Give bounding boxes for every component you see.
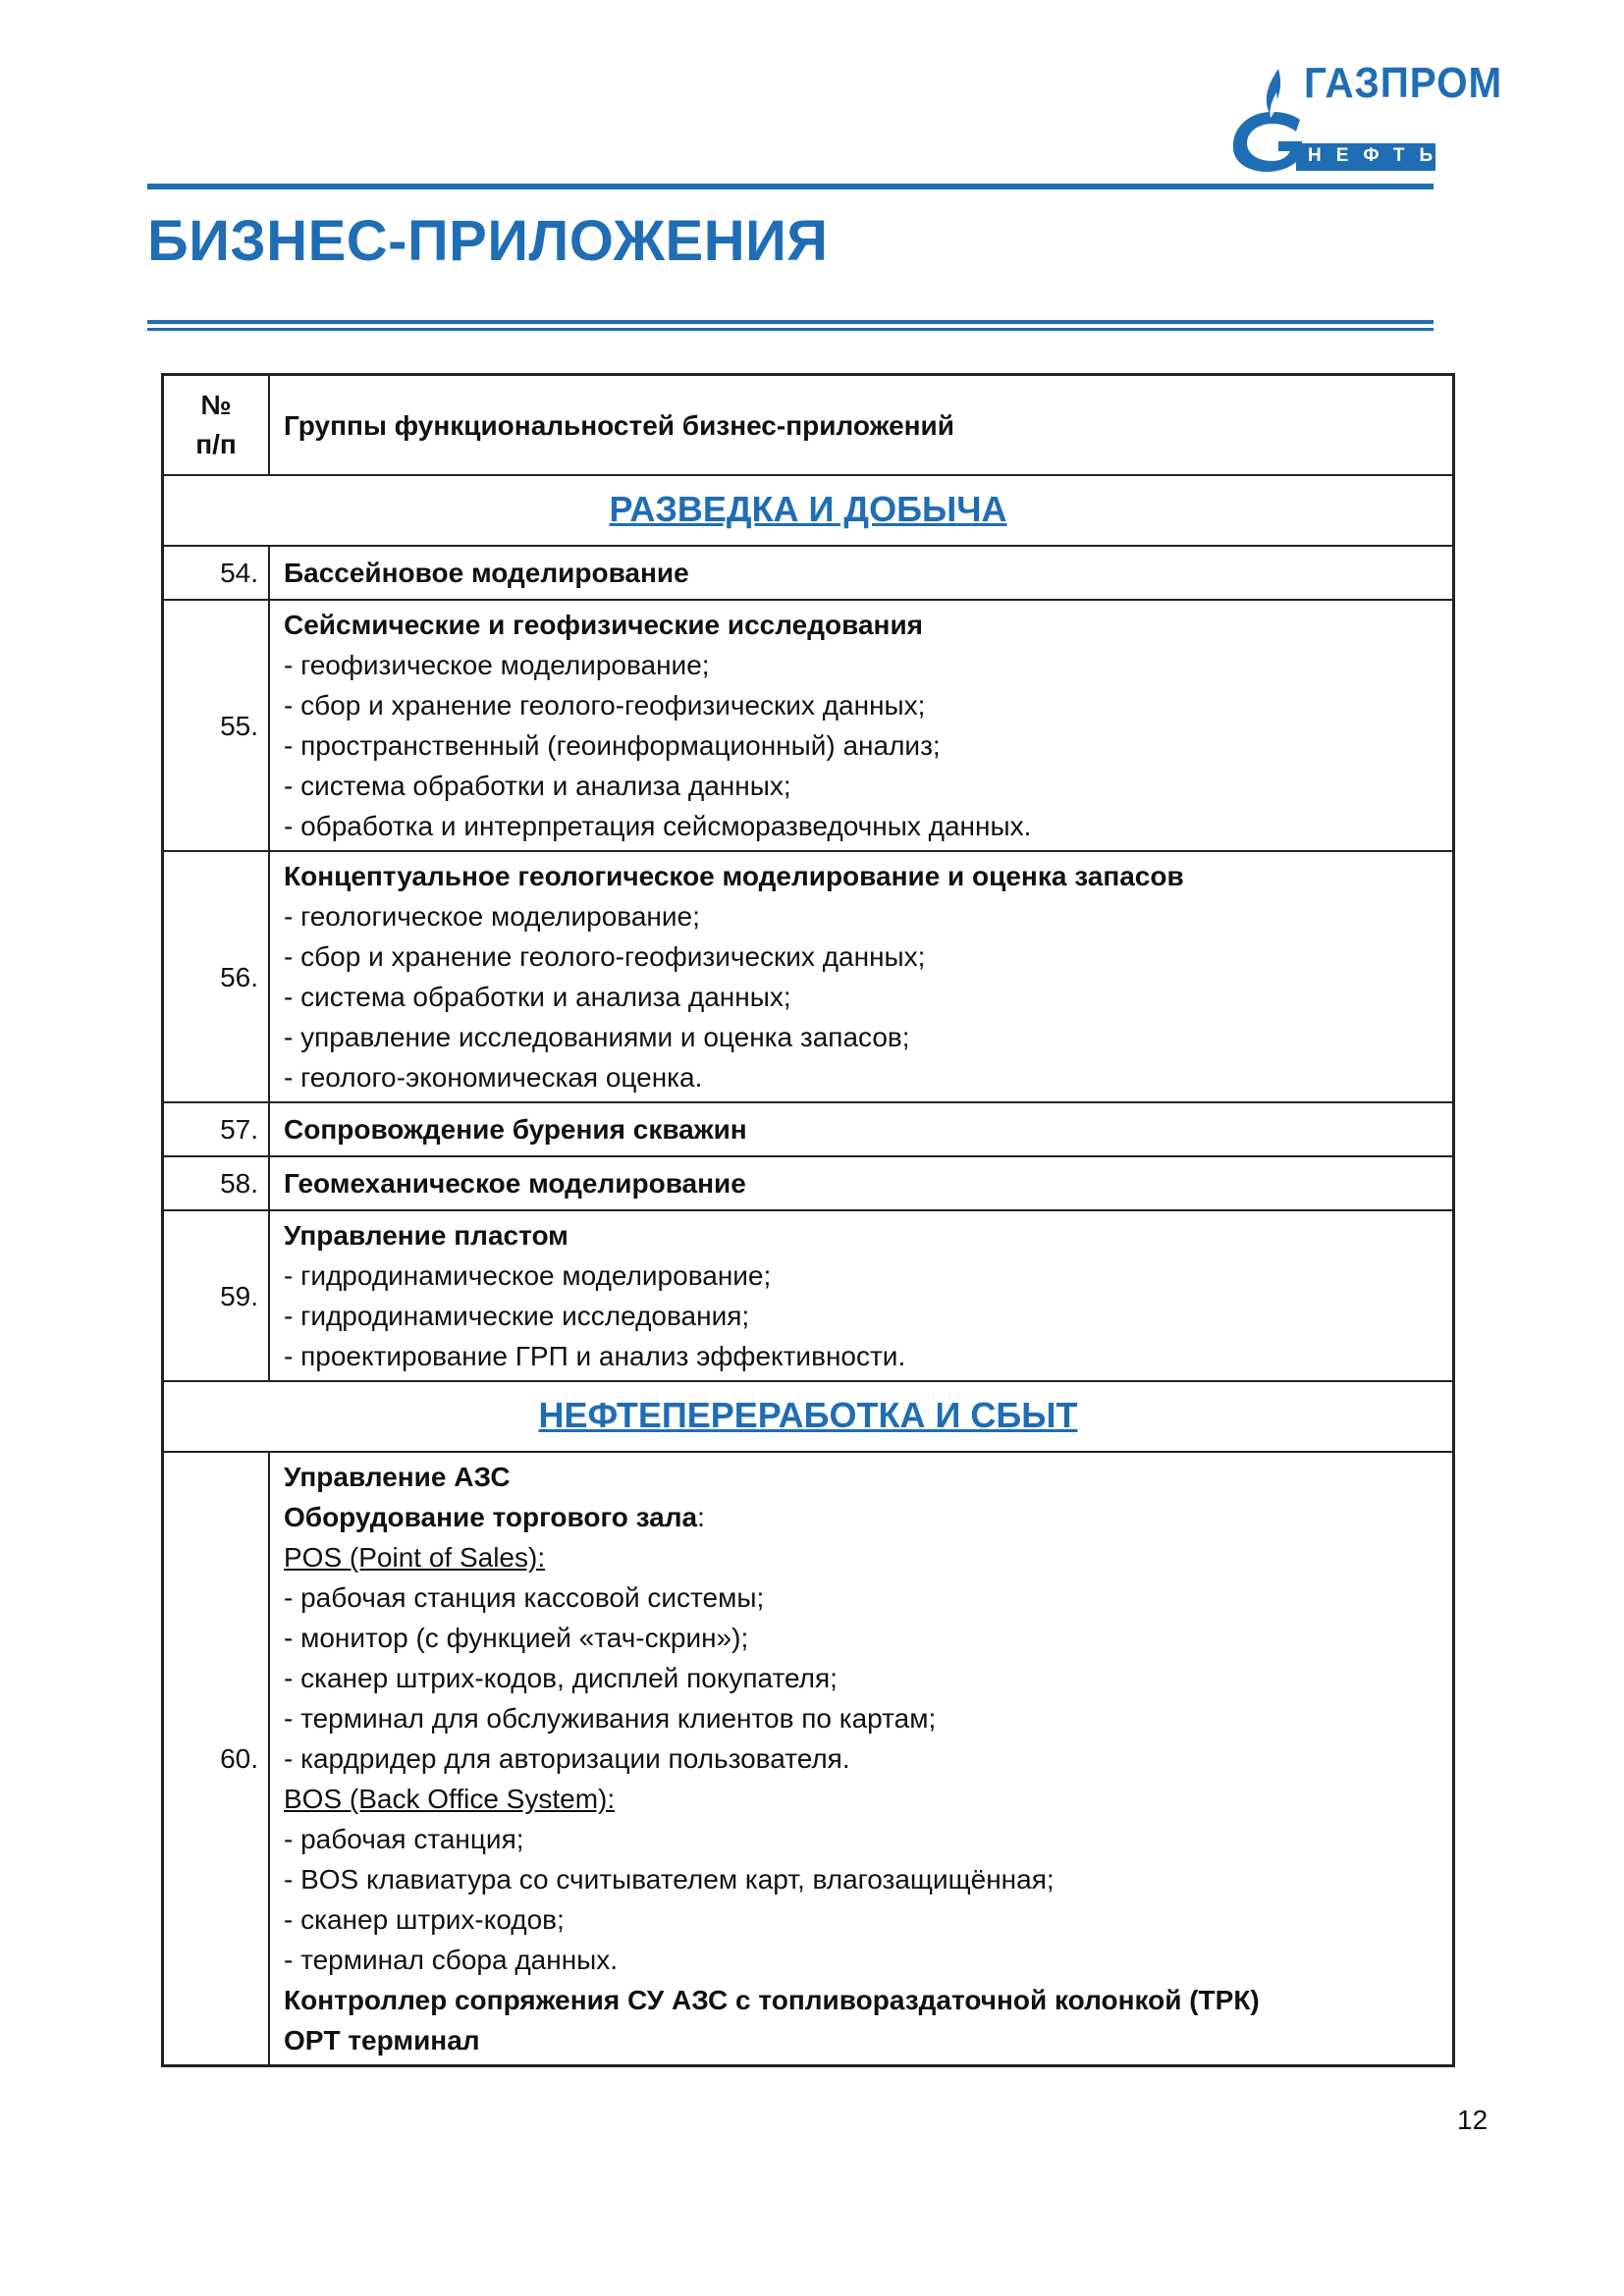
row-item: - система обработки и анализа данных;: [284, 982, 791, 1012]
section-cell: [163, 1381, 1454, 1452]
row-item: - BOS клавиатура со считывателем карт, влагозащищённая;: [284, 1864, 1055, 1895]
table-row: [163, 851, 1454, 1102]
table-row: [163, 600, 1454, 851]
row-footer-bold: Контроллер сопряжения СУ АЗС с топливораздаточной колонкой (ТРК): [284, 1985, 1260, 2015]
table-row: [163, 1156, 1454, 1210]
row-title: Концептуальное геологическое моделирование и оценка запасов: [284, 861, 1184, 891]
table-row: [163, 1210, 1454, 1381]
row-item: - сбор и хранение геолого-геофизических данных;: [284, 941, 926, 972]
row-item: - пространственный (геоинформационный) анализ;: [284, 730, 941, 761]
table-row: [163, 546, 1454, 600]
subtitle-suffix: :: [697, 1502, 705, 1532]
row-number: 57.: [163, 1102, 270, 1156]
header-num-line2: п/п: [195, 429, 237, 459]
row-item: - терминал для обслуживания клиентов по картам;: [284, 1703, 937, 1734]
header-num-cell: [163, 375, 270, 476]
section-row: [163, 475, 1454, 546]
row-item: - монитор (с функцией «тач-скрин»);: [284, 1623, 749, 1653]
row-title: Сейсмические и геофизические исследования: [284, 610, 923, 640]
gazprom-neft-logo: [1227, 57, 1503, 175]
section-cell: [163, 475, 1454, 546]
row-content: [269, 1210, 1454, 1381]
row-content: [269, 851, 1454, 1102]
row-title: Управление пластом: [284, 1220, 568, 1251]
row-item: - управление исследованиями и оценка запасов;: [284, 1022, 910, 1052]
row-item: - обработка и интерпретация сейсморазведочных данных.: [284, 811, 1032, 841]
row-item: - гидродинамическое моделирование;: [284, 1260, 772, 1291]
logo-wordmark-box: [1296, 143, 1448, 171]
row-content: [269, 1102, 1454, 1156]
subtitle-bold: Оборудование торгового зала: [284, 1502, 698, 1532]
page-title: БИЗНЕС-ПРИЛОЖЕНИЯ: [147, 209, 829, 273]
row-item: - система обработки и анализа данных;: [284, 771, 791, 801]
row-item: - гидродинамические исследования;: [284, 1301, 750, 1331]
table-row: [163, 1452, 1454, 2066]
row-number: 56.: [163, 851, 270, 1102]
row-content: [269, 546, 1454, 600]
row-number: 54.: [163, 546, 270, 600]
section-title-exploration[interactable]: РАЗВЕДКА И ДОБЫЧА: [609, 489, 1007, 529]
row-item: - кардридер для авторизации пользователя.: [284, 1743, 850, 1774]
row-title: Геомеханическое моделирование: [284, 1168, 746, 1199]
row-item: - геолого-экономическая оценка.: [284, 1062, 703, 1093]
table-row: [163, 1102, 1454, 1156]
row-item: - геологическое моделирование;: [284, 901, 700, 932]
row-footer-bold: OPT терминал: [284, 2025, 480, 2056]
header-content-cell: Группы функциональностей бизнес-приложений: [269, 375, 1454, 476]
logo-wordmark-gazprom: ГАЗПРОМ: [1304, 59, 1503, 107]
row-item: - терминал сбора данных.: [284, 1945, 619, 1975]
row-item: - геофизическое моделирование;: [284, 650, 710, 680]
row-number: 60.: [163, 1452, 270, 2066]
business-applications-table: [161, 373, 1455, 2067]
row-title: Сопровождение бурения скважин: [284, 1114, 747, 1145]
row-content: [269, 1156, 1454, 1210]
row-item: - сканер штрих-кодов, дисплей покупателя;: [284, 1663, 838, 1693]
title-underline-primary: [147, 320, 1434, 324]
row-number: 59.: [163, 1210, 270, 1381]
logo-wordmark-neft: НЕФТЬ: [1308, 145, 1448, 166]
row-item: - сбор и хранение геолого-геофизических данных;: [284, 690, 926, 721]
row-subtitle: [284, 1497, 1440, 1537]
row-number: 58.: [163, 1156, 270, 1210]
section-row: [163, 1381, 1454, 1452]
row-title: Бассейновое моделирование: [284, 558, 689, 588]
row-item: - проектирование ГРП и анализ эффективности.: [284, 1341, 906, 1371]
title-underline-secondary: [147, 328, 1434, 331]
table-header-row: [163, 375, 1454, 476]
pos-label: POS (Point of Sales):: [284, 1542, 546, 1573]
header-divider: [147, 184, 1434, 189]
bos-label: BOS (Back Office System):: [284, 1784, 616, 1814]
row-item: - рабочая станция;: [284, 1824, 524, 1854]
row-number: 55.: [163, 600, 270, 851]
row-item: - сканер штрих-кодов;: [284, 1904, 565, 1935]
page-number: 12: [1457, 2105, 1489, 2135]
row-title: Управление АЗС: [284, 1462, 511, 1492]
row-content: [269, 1452, 1454, 2066]
section-title-refining[interactable]: НЕФТЕПЕРЕРАБОТКА И СБЫТ: [538, 1395, 1078, 1435]
header-num-line1: №: [200, 390, 232, 420]
row-item: - рабочая станция кассовой системы;: [284, 1582, 765, 1613]
row-content: [269, 600, 1454, 851]
